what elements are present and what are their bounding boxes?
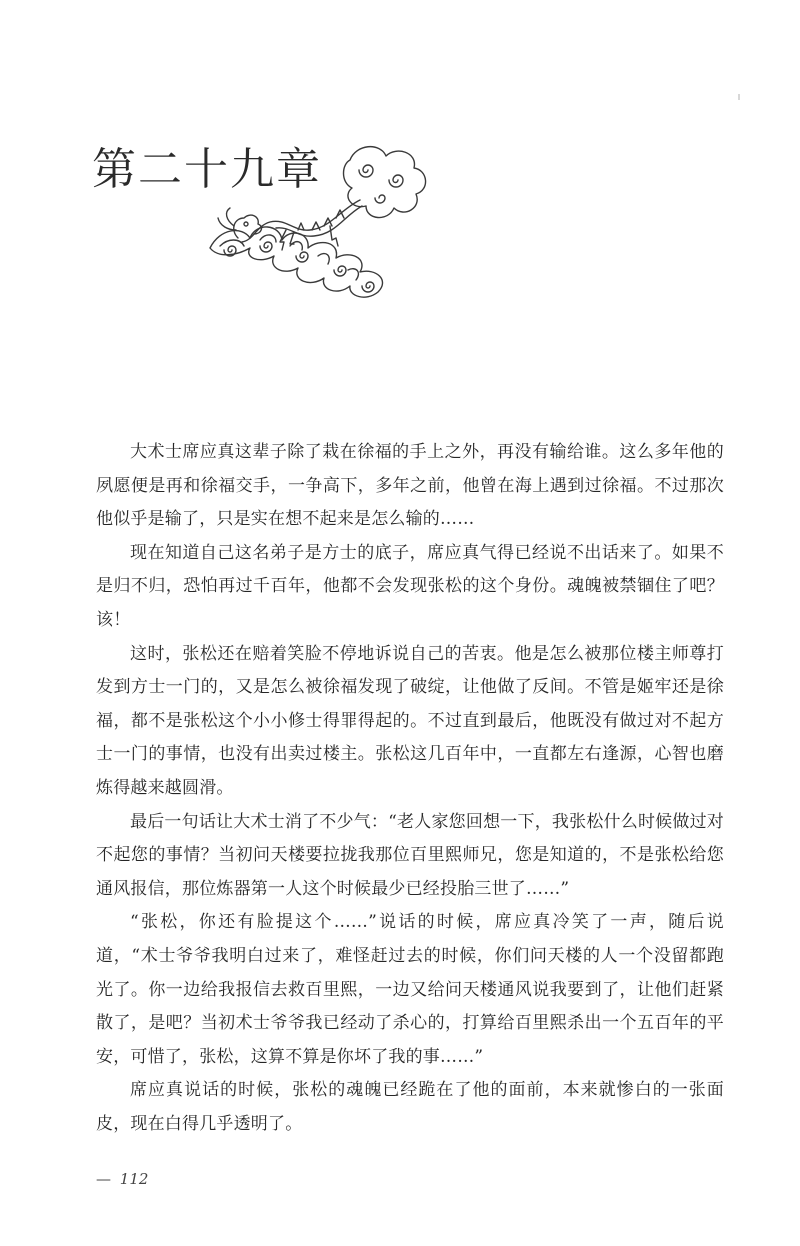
chapter-body bbox=[96, 436, 724, 1141]
chapter-title: 第二十九章 bbox=[92, 144, 322, 195]
page-number-footer bbox=[96, 1170, 148, 1188]
page-number: 112 bbox=[119, 1170, 149, 1188]
folio-dash: — bbox=[96, 1170, 111, 1188]
scan-corner-mark bbox=[738, 94, 740, 100]
paragraph: 这时，张松还在赔着笑脸不停地诉说自己的苦衷。他是怎么被那位楼主师尊打发到方士一门的，又是怎么被徐福发现了破绽，让他做了反间。不管是姬牢还是徐福，都不是张松这个小小修士得罪得起的。不过直到最后，他既没有做过对不起方士一门的事情，也没有出卖过楼主。张松这几百年中，一直都左右逢源，心智也磨炼得越来越圆滑。 bbox=[96, 643, 724, 798]
paragraph: 大术士席应真这辈子除了栽在徐福的手上之外，再没有输给谁。这么多年他的夙愿便是再和徐福交手，一争高下，多年之前，他曾在海上遇到过徐福。不过那次他似乎是输了，只是实在想不起来是怎么输的…… bbox=[96, 442, 724, 530]
paragraph: 席应真说话的时候，张松的魂魄已经跪在了他的面前，本来就惨白的一张面皮，现在白得几乎透明了。 bbox=[96, 1080, 724, 1134]
paragraph: “张松，你还有脸提这个……”说话的时候，席应真冷笑了一声，随后说道，“术士爷爷我明白过来了，难怪赶过去的时候，你们问天楼的人一个没留都跑光了。你一边给我报信去救百里熙，一边又给问天楼通风说我要到了，让他们赶紧散了，是吧？当初术士爷爷我已经动了杀心的，打算给百里熙杀出一个五百年的平安，可惜了，张松，这算不算是你坏了我的事……” bbox=[96, 912, 724, 1067]
cloud-dragon-ornament bbox=[190, 130, 440, 310]
paragraph: 现在知道自己这名弟子是方士的底子，席应真气得已经说不出话来了。如果不是归不归，恐怕再过千百年，他都不会发现张松的这个身份。魂魄被禁锢住了吧？该！ bbox=[96, 542, 724, 630]
paragraph: 最后一句话让大术士消了不少气：“老人家您回想一下，我张松什么时候做过对不起您的事情？当初问天楼要拉拢我那位百里熙师兄，您是知道的，不是张松给您通风报信，那位炼器第一人这个时候最少已经投胎三世了……” bbox=[96, 811, 724, 899]
